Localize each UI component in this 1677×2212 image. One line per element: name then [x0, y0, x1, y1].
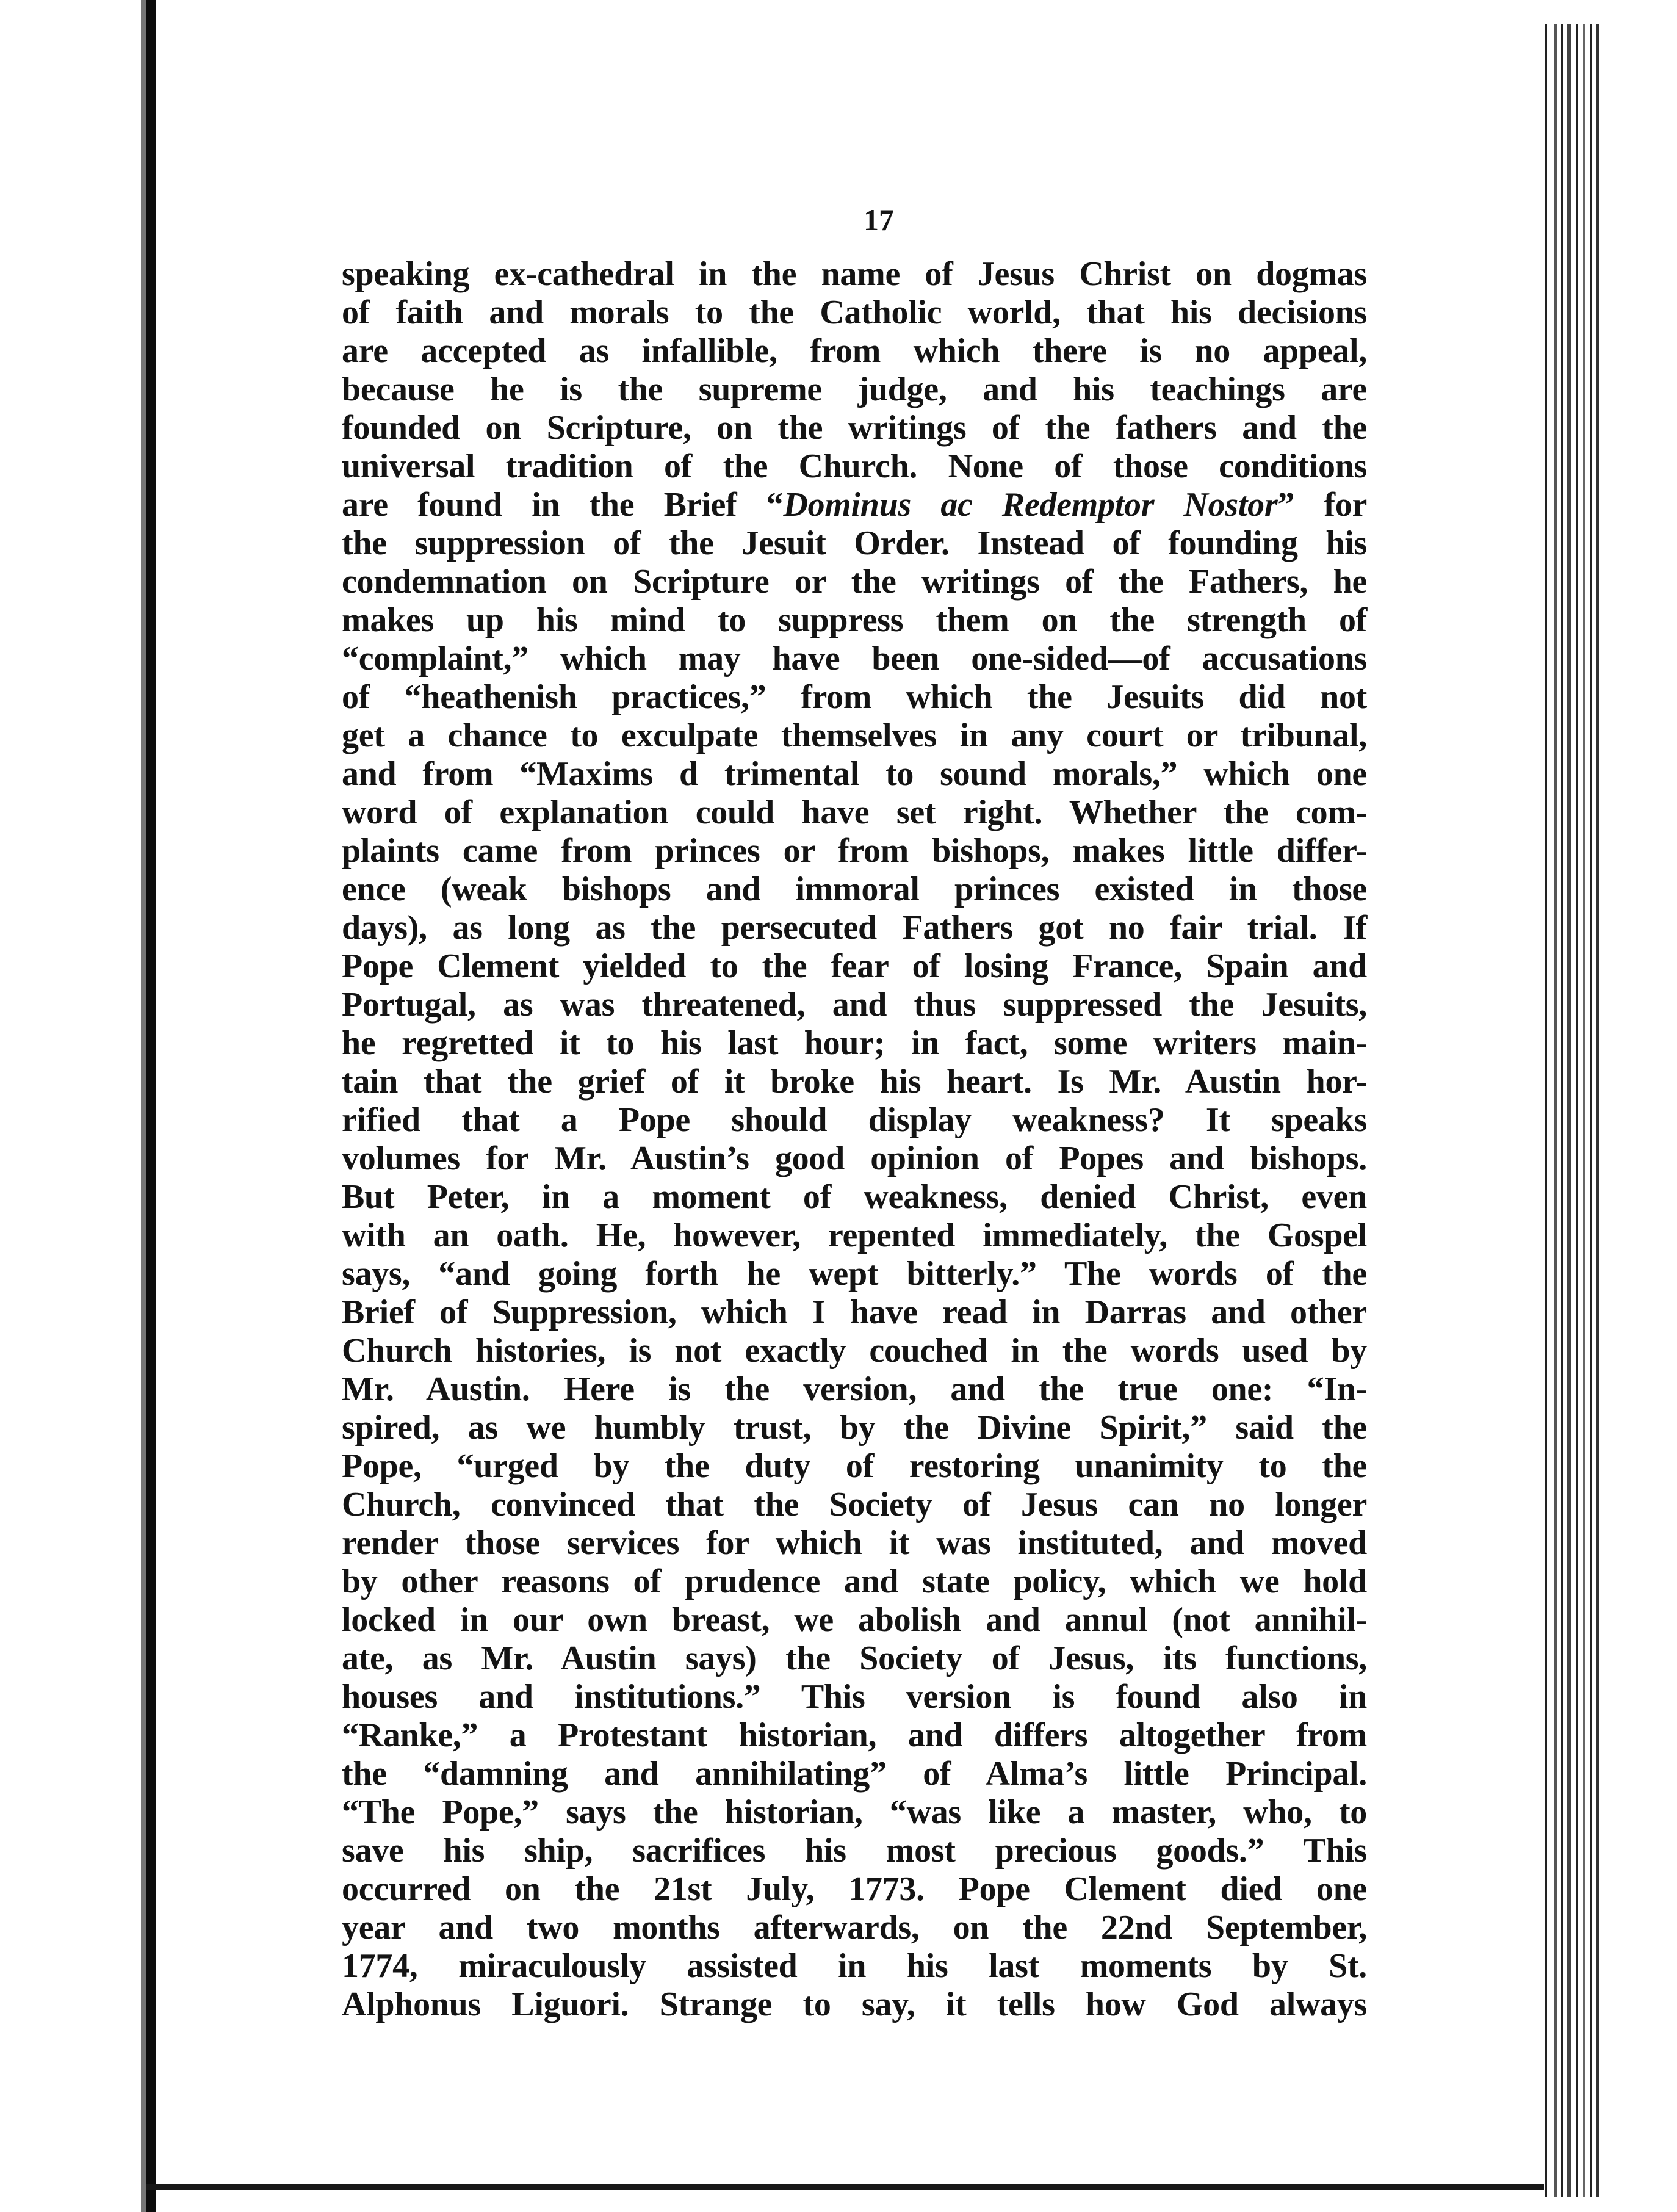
text-line: universal tradition of the Church. None of those conditions	[342, 447, 1367, 485]
edge-line	[1590, 24, 1592, 2197]
text-line: houses and institutions.” This version is found also in	[342, 1678, 1367, 1716]
edge-line	[1567, 24, 1571, 2197]
text-line: “complaint,” which may have been one-sided—of accusations	[342, 640, 1367, 678]
text-line: volumes for Mr. Austin’s good opinion of Popes and bishops.	[342, 1140, 1367, 1177]
text-line: rified that a Pope should display weakness? It speaks	[342, 1101, 1367, 1139]
text-line: of “heathenish practices,” from which the Jesuits did not	[342, 678, 1367, 716]
text-line: he regretted it to his last hour; in fact, some writers main-	[342, 1024, 1367, 1062]
text-line: render those services for which it was instituted, and moved	[342, 1524, 1367, 1562]
text-line: “Ranke,” a Protestant historian, and differs altogether from	[342, 1716, 1367, 1754]
italic-title: Dominus ac Redemptor Nostor	[783, 486, 1278, 524]
text-line: because he is the supreme judge, and his teachings are	[342, 370, 1367, 408]
bottom-page-border	[146, 2184, 1544, 2190]
text-line: “The Pope,” says the historian, “was like a master, who, to	[342, 1793, 1367, 1831]
edge-line	[1561, 24, 1563, 2197]
text-line: days), as long as the persecuted Fathers got no fair trial. If	[342, 909, 1367, 947]
text-line: plaints came from princes or from bishops, makes little differ-	[342, 832, 1367, 870]
edge-line	[1554, 24, 1557, 2197]
text-line: save his ship, sacrifices his most precious goods.” This	[342, 1832, 1367, 1870]
text-line: 1774, miraculously assisted in his last moments by St.	[342, 1947, 1367, 1985]
left-page-gutter	[0, 0, 156, 2212]
edge-line	[1596, 24, 1599, 2197]
text-line: ence (weak bishops and immoral princes existed in those	[342, 870, 1367, 908]
text-line: makes up his mind to suppress them on the strength of	[342, 601, 1367, 639]
text-line: are found in the Brief “Dominus ac Redemptor Nostor” for	[342, 486, 1367, 524]
text-line: Portugal, as was threatened, and thus suppressed the Jesuits,	[342, 986, 1367, 1024]
text-line: Pope, “urged by the duty of restoring unanimity to the	[342, 1447, 1367, 1485]
text-line: of faith and morals to the Catholic world, that his decisions	[342, 294, 1367, 331]
edge-line	[1583, 24, 1585, 2197]
page-number: 17	[864, 203, 894, 237]
text-line: tain that the grief of it broke his heart. Is Mr. Austin hor-	[342, 1063, 1367, 1101]
text-line: the suppression of the Jesuit Order. Instead of founding his	[342, 524, 1367, 562]
text-line: But Peter, in a moment of weakness, denied Christ, even	[342, 1178, 1367, 1216]
text-line: word of explanation could have set right. Whether the com-	[342, 793, 1367, 831]
text-line: Brief of Suppression, which I have read in Darras and other	[342, 1293, 1367, 1331]
text-line: condemnation on Scripture or the writings of the Fathers, he	[342, 563, 1367, 601]
text-line: Pope Clement yielded to the fear of losing France, Spain and	[342, 947, 1367, 985]
text-line: locked in our own breast, we abolish and annul (not annihil-	[342, 1601, 1367, 1639]
text-line: spired, as we humbly trust, by the Divine Spirit,” said the	[342, 1409, 1367, 1447]
body-text	[342, 255, 1367, 2024]
edge-line	[1545, 24, 1547, 2197]
text-line: with an oath. He, however, repented immediately, the Gospel	[342, 1216, 1367, 1254]
right-page-edge	[1533, 0, 1677, 2212]
text-line: Alphonus Liguori. Strange to say, it tells how God always	[342, 1986, 1367, 2023]
text-line: Mr. Austin. Here is the version, and the true one: “In-	[342, 1370, 1367, 1408]
text-line: are accepted as infallible, from which there is no appeal,	[342, 332, 1367, 370]
text-line: get a chance to exculpate themselves in any court or tribunal,	[342, 717, 1367, 754]
text-line: by other reasons of prudence and state policy, which we hold	[342, 1563, 1367, 1600]
text-line: Church histories, is not exactly couched in the words used by	[342, 1332, 1367, 1370]
text-line: occurred on the 21st July, 1773. Pope Clement died one	[342, 1870, 1367, 1908]
text-line: ate, as Mr. Austin says) the Society of Jesus, its functions,	[342, 1639, 1367, 1677]
text-line: and from “Maxims d trimental to sound morals,” which one	[342, 755, 1367, 793]
text-line: Church, convinced that the Society of Jesus can no longer	[342, 1486, 1367, 1523]
text-line: founded on Scripture, on the writings of the fathers and the	[342, 409, 1367, 447]
text-line: speaking ex-cathedral in the name of Jesus Christ on dogmas	[342, 255, 1367, 293]
text-line: says, “and going forth he wept bitterly.” The words of the	[342, 1255, 1367, 1293]
text-line: year and two months afterwards, on the 22nd September,	[342, 1909, 1367, 1946]
edge-line	[1576, 24, 1578, 2197]
text-line: the “damning and annihilating” of Alma’s little Principal.	[342, 1755, 1367, 1793]
